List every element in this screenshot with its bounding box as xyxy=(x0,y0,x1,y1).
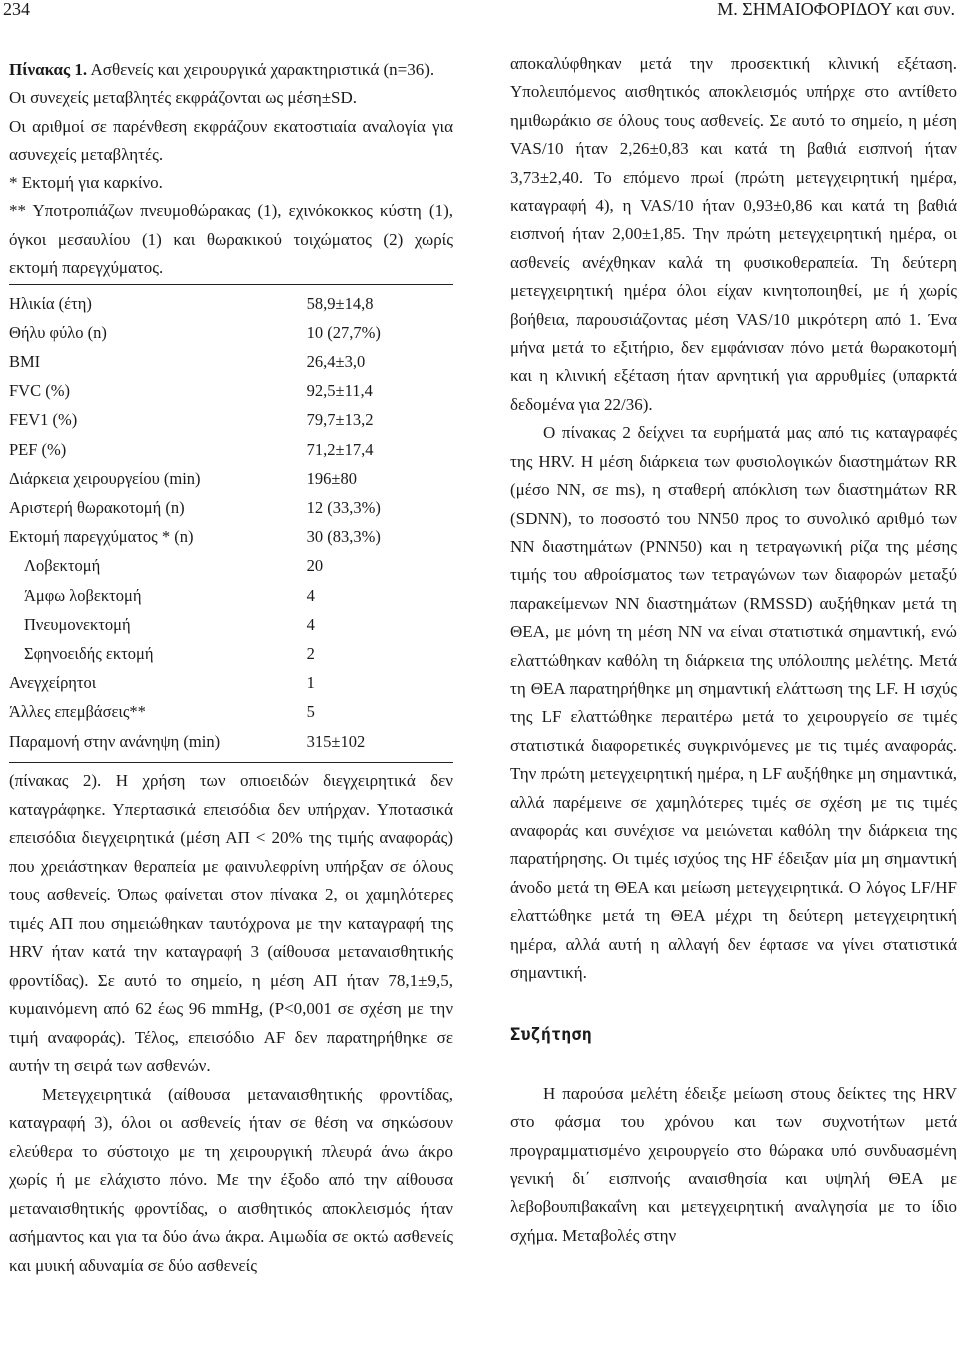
row-value: 30 (83,3%) xyxy=(306,527,381,547)
row-value: 1 xyxy=(306,673,315,693)
row-label: Λοβεκτομή xyxy=(24,556,101,576)
body-paragraph: Η παρούσα μελέτη έδειξε μείωση στους δείκτες της HRV στο φάσμα του χρόνου και των συχνοτήτων μετά προγραμματισμένο χειρουργείο στο θώρακα υπό συνδυασμένη γενική δι΄ εισπνοής αναισθησία και υψηλή ΘΕΑ με λεβοβουπιβακαΐνη και μετεγχειρητική αναλγησία με το ίδιο σχήμα. Μεταβολές στην xyxy=(510,1083,957,1245)
table1-caption-text: Ασθενείς και χειρουργικά χαρακτηριστικά (n=36). xyxy=(87,60,435,79)
table-row xyxy=(9,581,453,610)
row-value: 10 (27,7%) xyxy=(306,322,381,342)
table1-top-rule xyxy=(9,284,453,285)
row-value: 58,9±14,8 xyxy=(306,293,374,313)
row-value: 26,4±3,0 xyxy=(306,352,366,372)
row-label: Άλλες επεμβάσεις** xyxy=(9,702,146,722)
row-value: 4 xyxy=(306,614,315,634)
row-value: 4 xyxy=(306,585,315,605)
row-label: Θήλυ φύλο (n) xyxy=(9,322,107,342)
table-row xyxy=(9,494,453,523)
row-value: 2 xyxy=(306,643,315,663)
table1-caption-title: Πίνακας 1. xyxy=(9,60,88,79)
table1 xyxy=(9,289,453,756)
row-value: 5 xyxy=(306,702,315,722)
row-label: PEF (%) xyxy=(9,439,67,459)
row-label: Πνευμονεκτομή xyxy=(24,614,131,634)
row-value: 196±80 xyxy=(306,468,357,488)
row-value: 71,2±17,4 xyxy=(306,439,374,459)
row-label: BMI xyxy=(9,352,41,372)
table-row xyxy=(9,465,453,494)
table-row xyxy=(9,319,453,348)
table-row xyxy=(9,377,453,406)
table1-bottom-rule xyxy=(9,762,453,763)
row-label: FVC (%) xyxy=(9,381,70,401)
table-row xyxy=(9,552,453,581)
table-row xyxy=(9,406,453,435)
table1-note: * Εκτομή για καρκίνο. xyxy=(9,173,163,193)
table1-note: Οι αριθμοί σε παρένθεση εκφράζουν εκατοστιαία αναλογία για ασυνεχείς μεταβλητές. xyxy=(9,116,453,164)
table1-caption-line xyxy=(9,56,453,84)
row-label: Αριστερή θωρακοτομή (n) xyxy=(9,498,185,518)
row-value: 79,7±13,2 xyxy=(306,410,374,430)
body-paragraph: Μετεγχειρητικά (αίθουσα μεταναισθητικής φροντίδας, καταγραφή 3), όλοι οι ασθενείς ήταν σε θέση να σηκώσουν ελεύθερα το σύστοιχο με τη χειρουργική πλευρά άνω άκρο χωρίς ή με ελάχιστο πόνο. Με την έξοδο από την αίθουσα μεταναισθητικής φροντίδας, ο αισθητικός αποκλεισμός ήταν ασήμαντος και για τα δύο άνω άκρα. Αιμωδία σε οκτώ ασθενείς και μυική αδυναμία σε δύο ασθενείς xyxy=(9,1084,453,1275)
section-title-discussion: Συζήτηση xyxy=(510,1025,592,1046)
table-row xyxy=(9,610,453,639)
table-row xyxy=(9,669,453,698)
page-header xyxy=(0,0,960,22)
table-row xyxy=(9,523,453,552)
table-row xyxy=(9,640,453,669)
row-label: Σφηνοειδής εκτομή xyxy=(24,643,154,663)
row-value: 12 (33,3%) xyxy=(306,498,381,518)
row-label: Διάρκεια χειρουργείου (min) xyxy=(9,468,201,488)
table-row xyxy=(9,348,453,377)
row-label: Ανεγχείρητοι xyxy=(9,673,97,693)
row-value: 92,5±11,4 xyxy=(306,381,373,401)
row-value: 20 xyxy=(306,556,324,576)
left-column xyxy=(9,56,453,1280)
body-paragraph: Ο πίνακας 2 δείχνει τα ευρήματά μας από τις καταγραφές της HRV. Η μέση διάρκεια των φυσιολογικών διαστημάτων RR (μέσο NN, σε ms), η σταθερή απόκλιση των διαστημάτων RR (SDNN), το ποσοστό του NN50 προς το συνολικό αριθμό των NN διαστημάτων (PNN50) και η τετραγωνική ρίζα της μέσης τιμής του αθροίσματος των τετραγώνων των διαφορών μεταξύ παρακείμενων NN διαστημάτων (RMSSD) αυξήθηκαν μετά τη ΘΕΑ, με μόνη τη μέση NN να είναι στατιστικά σημαντική, ενώ ελαττώθηκαν καθόλη τη διάρκεια της υπόλοιπης μελέτης. Μετά τη ΘΕΑ παρατηρήθηκε μη σημαντική ελάττωση της LF. Η ισχύς της LF ελαττώθηκε περαιτέρω μετά το χειρουργείο σε τιμές στατιστικά διαφορετικές συγκρινόμενες με τις τιμές αναφοράς. Την πρώτη μετεγχειρητική ημέρα, η LF αυξήθηκε μη σημαντικά, αλλά παρέμεινε σε χαμηλότερες τιμές σε σχέση με τις τιμές αναφοράς και συνέχισε να μειώνεται καθόλη την διάρκεια της παρατήρησης. Οι τιμές ισχύος της HF έδειξαν μία μη σημαντική άνοδο μετά τη ΘΕΑ και μείωση μετεγχειρητικά. Ο λόγος LF/HF ελαττώθηκε μετά τη ΘΕΑ μέχρι τη δεύτερη μετεγχειρητική ημέρα, αλλά αυτή η αλλαγή δεν έφτασε να γίνει στατιστικά σημαντική. xyxy=(510,423,957,982)
table1-note: Οι συνεχείς μεταβλητές εκφράζονται ως μέση±SD. xyxy=(9,88,358,108)
right-column xyxy=(510,50,957,1250)
row-label: FEV1 (%) xyxy=(9,410,78,430)
table-row xyxy=(9,289,453,318)
body-paragraph: (πίνακας 2). Η χρήση των οπιοειδών διεγχειρητικά δεν καταγράφηκε. Υπερτασικά επεισόδια δεν υπήρχαν. Υποτασικά επεισόδια διεγχειρητικά (μέση ΑΠ < 20% της τιμής αναφοράς) που χρειάστηκαν θεραπεία με φαινυλεφρίνη υπήρξαν σε όλους τους ασθενείς. Όπως φαίνεται στον πίνακα 2, οι χαμηλότερες τιμές ΑΠ που σημειώθηκαν ταυτόχρονα με την καταγραφή της HRV ήταν κατά την καταγραφή 3 (αίθουσα μεταναισθητικής φροντίδας). Σε αυτό το σημείο, η μέση ΑΠ ήταν 78,1±9,5, κυμαινόμενη από 62 έως 96 mmHg, (P<0,001 σε σχέση με την τιμή αναφοράς). Τέλος, επεισόδιο AF δεν παρατηρήθηκε σε αυτήν τη σειρά των ασθενών. xyxy=(9,771,453,1076)
table-row xyxy=(9,698,453,727)
table1-caption xyxy=(9,56,453,282)
table-row xyxy=(9,727,453,756)
page-number: 234 xyxy=(3,0,30,19)
row-label: Εκτομή παρεγχύματος * (n) xyxy=(9,527,194,547)
body-paragraph: αποκαλύφθηκαν μετά την προσεκτική κλινική εξέταση. Υπολειπόμενος αισθητικός αποκλεισμός υπήρχε στο αντίθετο ημιθωράκιο σε όλους τους ασθενείς. Σε αυτό το σημείο, η μέση VAS/10 ήταν 2,26±0,83 και κατά τη βαθιά εισπνοή ήταν 3,73±2,40. Το επόμενο πρωί (πρώτη μετεγχειρητική ημέρα, καταγραφή 4), η VAS/10 ήταν 0,93±0,86 και κατά τη βαθιά εισπνοή ήταν 2,00±1,85. Την πρώτη μετεγχειρητική ημέρα, οι ασθενείς ανέχθηκαν καλά τη φυσικοθεραπεία. Τη δεύτερη μετεγχειρητική ημέρα όλοι είχαν κινητοποιηθεί, με ή χωρίς βοήθεια, παρουσιάζοντας μέση VAS/10 μικρότερη από 1. Ένα μήνα μετά το εξιτήριο, δεν εμφάνισαν πόνο μετά θωρακοτομή και η κλινική εξέταση ήταν αρνητική για αρρυθμίες (υπαρκτά δεδομένα για 22/36). xyxy=(510,54,957,414)
table-row xyxy=(9,435,453,464)
running-head: Μ. ΣΗΜΑΙΟΦΟΡΙΔΟΥ και συν. xyxy=(717,0,955,19)
row-label: Ηλικία (έτη) xyxy=(9,293,92,313)
row-label: Άμφω λοβεκτομή xyxy=(24,585,142,605)
row-value: 315±102 xyxy=(306,731,366,751)
table1-note: ** Υποτροπιάζων πνευμοθώρακας (1), εχινόκοκκος κύστη (1), όγκοι μεσαυλίου (1) και θωρακικού τοιχώματος (2) χωρίς εκτομή παρεγχύματος. xyxy=(9,201,453,278)
row-label: Παραμονή στην ανάνηψη (min) xyxy=(9,731,221,751)
